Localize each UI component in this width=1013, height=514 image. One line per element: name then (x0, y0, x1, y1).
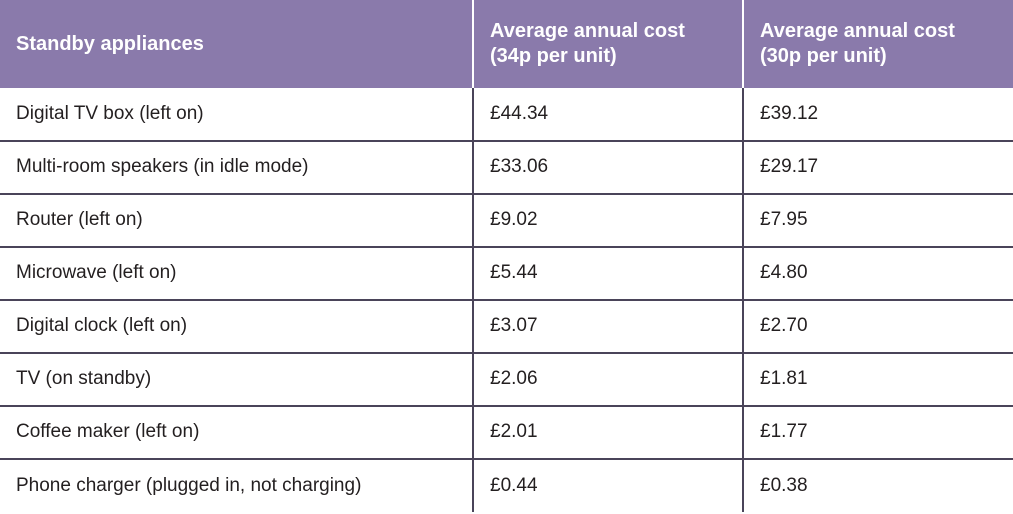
table-body (0, 88, 1013, 512)
table-row (0, 300, 1013, 353)
column-header-cost-34p-line1: Average annual cost (490, 20, 685, 42)
cell-appliance: Multi-room speakers (in idle mode) (0, 141, 473, 194)
cell-cost-30p: £7.95 (743, 194, 1013, 247)
cell-appliance: Coffee maker (left on) (0, 406, 473, 459)
column-header-appliance-label: Standby appliances (16, 32, 204, 55)
cell-appliance: Router (left on) (0, 194, 473, 247)
cell-cost-30p: £29.17 (743, 141, 1013, 194)
cell-cost-34p: £33.06 (473, 141, 743, 194)
cell-cost-30p: £4.80 (743, 247, 1013, 300)
cell-cost-34p: £5.44 (473, 247, 743, 300)
table-row (0, 141, 1013, 194)
table-row (0, 88, 1013, 141)
cell-cost-34p: £0.44 (473, 459, 743, 512)
table-header-row (0, 0, 1013, 88)
cell-cost-30p: £39.12 (743, 88, 1013, 141)
cell-cost-30p: £1.81 (743, 353, 1013, 406)
column-header-cost-30p-line1: Average annual cost (760, 20, 955, 42)
cell-appliance: Microwave (left on) (0, 247, 473, 300)
cell-appliance: Phone charger (plugged in, not charging) (0, 459, 473, 512)
cell-cost-30p: £1.77 (743, 406, 1013, 459)
cell-cost-34p: £9.02 (473, 194, 743, 247)
table-row (0, 194, 1013, 247)
column-header-cost-34p-line2: (34p per unit) (490, 45, 617, 67)
cell-appliance: Digital clock (left on) (0, 300, 473, 353)
table-row (0, 459, 1013, 512)
table-header (0, 0, 1013, 88)
table-row (0, 353, 1013, 406)
column-header-cost-34p (473, 0, 743, 88)
cell-cost-34p: £2.06 (473, 353, 743, 406)
cell-cost-30p: £0.38 (743, 459, 1013, 512)
cell-appliance: Digital TV box (left on) (0, 88, 473, 141)
column-header-cost-30p (743, 0, 1013, 88)
cell-cost-34p: £44.34 (473, 88, 743, 141)
column-header-cost-30p-line2: (30p per unit) (760, 45, 887, 67)
table-row (0, 247, 1013, 300)
cell-cost-30p: £2.70 (743, 300, 1013, 353)
table-row (0, 406, 1013, 459)
cell-cost-34p: £2.01 (473, 406, 743, 459)
column-header-appliance (0, 0, 473, 88)
cell-appliance: TV (on standby) (0, 353, 473, 406)
cell-cost-34p: £3.07 (473, 300, 743, 353)
